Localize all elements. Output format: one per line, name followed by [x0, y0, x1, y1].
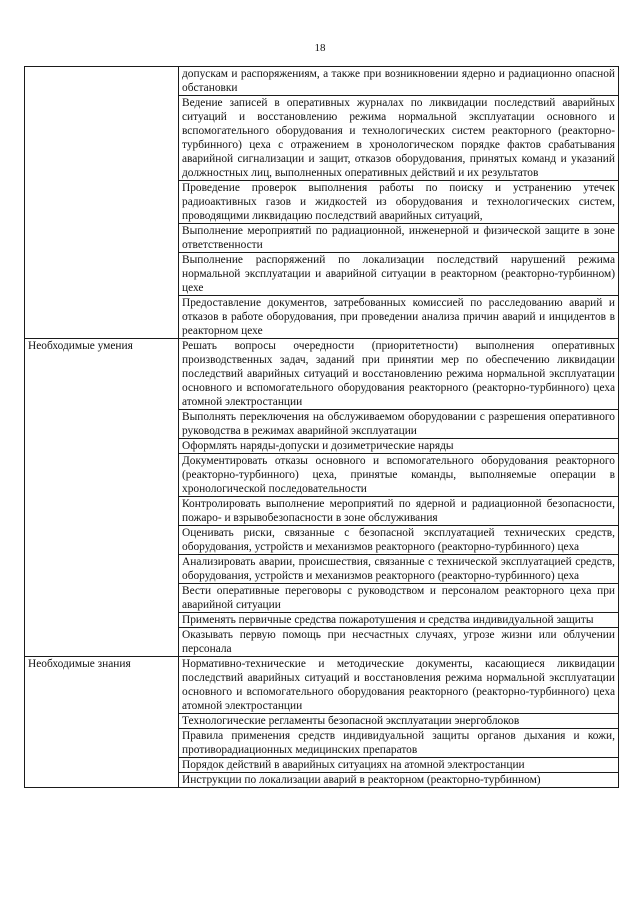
table-item-text: Ведение записей в оперативных журналах по ликвидации последствий аварийных ситуаций и восстановлению режима нормальной эксплуатации основного и вспомогательного оборудования и технологических систем реакторного (реакторно-турбинного) цеха с отражением в хронологическом порядке фактов срабатывания аварийной сигнализации и защит, отказов оборудования, принятых команд и указаний должностных лиц, выполненных оперативных действий и их результатов	[179, 96, 619, 181]
table-row	[25, 67, 619, 96]
section-label: Необходимые умения	[25, 339, 179, 657]
table-item-text: Технологические регламенты безопасной эксплуатации энергоблоков	[179, 714, 619, 729]
table-row	[25, 657, 619, 714]
table-item-text: Выполнять переключения на обслуживаемом оборудовании с разрешения оперативного руководства в режимах аварийной эксплуатации	[179, 410, 619, 439]
table-item-text: Правила применения средств индивидуальной защиты органов дыхания и кожи, противорадиационных медицинских препаратов	[179, 729, 619, 758]
table-body	[25, 67, 619, 788]
table-row	[25, 339, 619, 410]
section-label: Необходимые знания	[25, 657, 179, 788]
table-item-text: Выполнение распоряжений по локализации последствий нарушений режима нормальной эксплуатации и аварийной ситуации в реакторном (реакторно-турбинном) цехе	[179, 253, 619, 296]
table-item-text: Предоставление документов, затребованных комиссией по расследованию аварий и отказов в работе оборудования, при проведении анализа причин аварий и инцидентов в реакторном цехе	[179, 296, 619, 339]
table-item-text: Инструкции по локализации аварий в реакторном (реакторно-турбинном)	[179, 773, 619, 788]
page-number: 18	[314, 42, 326, 54]
table-item-text: Порядок действий в аварийных ситуациях на атомной электростанции	[179, 758, 619, 773]
table-item-text: допускам и распоряжениям, а также при возникновении ядерно и радиационно опасной обстановки	[179, 67, 619, 96]
table-item-text: Оказывать первую помощь при несчастных случаях, угрозе жизни или облучении персонала	[179, 628, 619, 657]
competency-table	[24, 66, 619, 788]
table-item-text: Нормативно-технические и методические документы, касающиеся ликвидации последствий аварийных ситуаций и восстановления режима нормальной эксплуатации основного и вспомогательного оборудования реакторного (реакторно-турбинного) цеха атомной электростанции	[179, 657, 619, 714]
section-label	[25, 67, 179, 339]
table-item-text: Контролировать выполнение мероприятий по ядерной и радиационной безопасности, пожаро- и взрывобезопасности в зоне обслуживания	[179, 497, 619, 526]
table-item-text: Оформлять наряды-допуски и дозиметрические наряды	[179, 439, 619, 454]
table-item-text: Анализировать аварии, происшествия, связанные с технической эксплуатацией средств, оборудования, устройств и механизмов реакторного (реакторно-турбинного) цеха	[179, 555, 619, 584]
table-item-text: Выполнение мероприятий по радиационной, инженерной и физической защите в зоне ответственности	[179, 224, 619, 253]
table-item-text: Документировать отказы основного и вспомогательного оборудования реакторного (реакторно-турбинного) цеха, принятые команды, выполняемые операции в хронологической последовательности	[179, 454, 619, 497]
table-item-text: Проведение проверок выполнения работы по поиску и устранению утечек радиоактивных газов и жидкостей из оборудования и технологических систем, проводящими ликвидацию последствий аварийных ситуаций,	[179, 181, 619, 224]
table-item-text: Применять первичные средства пожаротушения и средства индивидуальной защиты	[179, 613, 619, 628]
table-item-text: Оценивать риски, связанные с безопасной эксплуатацией технических средств, оборудования, устройств и механизмов реакторного (реакторно-турбинного) цеха	[179, 526, 619, 555]
table-item-text: Вести оперативные переговоры с руководством и персоналом реакторного цеха при аварийной ситуации	[179, 584, 619, 613]
table-item-text: Решать вопросы очередности (приоритетности) выполнения оперативных производственных задач, заданий при принятии мер по обеспечению ликвидации последствий аварийных ситуаций и восстановлению режима нормальной эксплуатации основного и вспомогательного оборудования реакторного (реакторно-турбинного) цеха атомной электростанции	[179, 339, 619, 410]
